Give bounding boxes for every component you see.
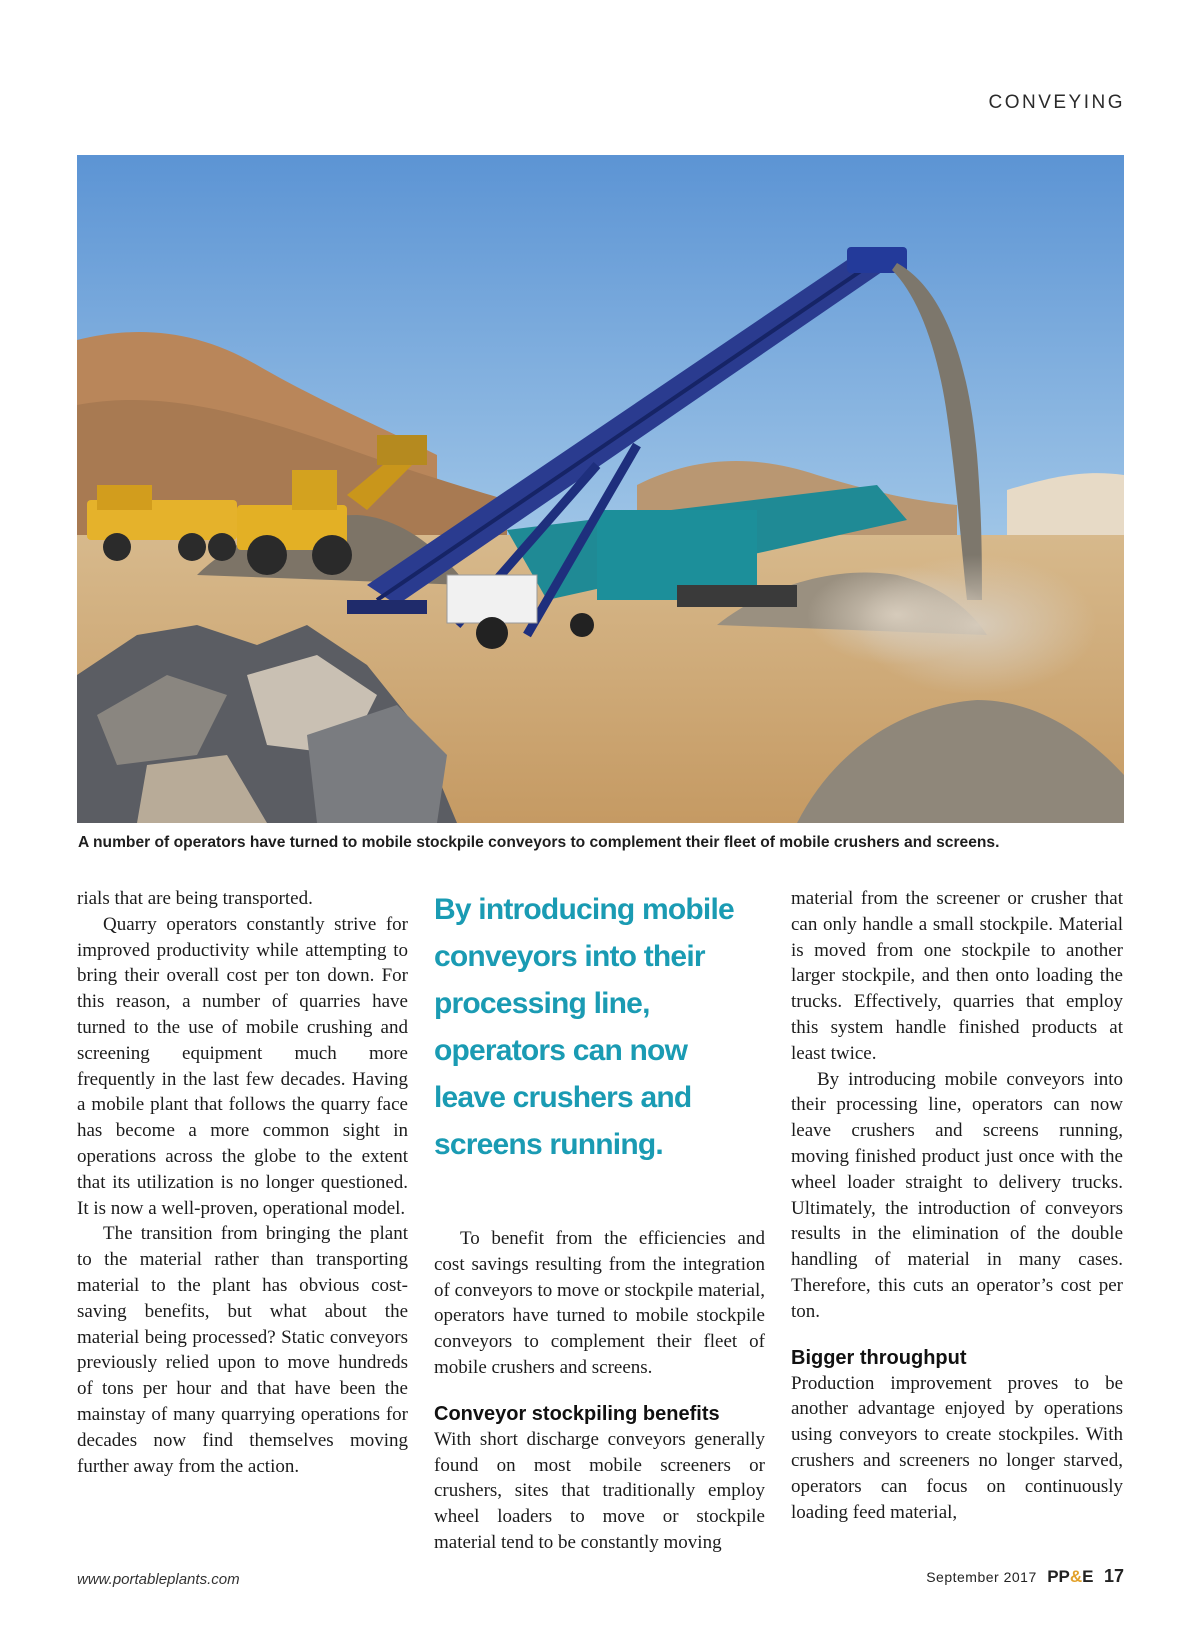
section-label: CONVEYING bbox=[988, 92, 1125, 113]
paragraph: Quarry operators constantly strive for improved productivity while attempting to bring their overall cost per ton down. For this reason, a number of quarries have turned to the use of mobile crushing and screening equipment much more frequently in the last few decades. Having a mobile plant that follows the quarry face has become a more common sight in operations across the globe to the extent that its utilization is no longer questioned. It is now a well-proven, operational model. bbox=[77, 913, 408, 1219]
paragraph: The transition from bringing the plant to the material rather than transporting material to the plant has obvious cost-saving benefits, but what about the material being processed? Static conveyors previously relied upon to move hundreds of tons per hour and that have been the mainstay of many quarrying operations for decades now find themselves moving further away from the action. bbox=[77, 1223, 408, 1477]
publication-logo bbox=[1047, 1567, 1093, 1586]
footer-info bbox=[926, 1566, 1124, 1587]
text-column-3 bbox=[791, 886, 1123, 1525]
page-number: 17 bbox=[1103, 1566, 1124, 1586]
subheading: Conveyor stockpiling benefits bbox=[434, 1402, 720, 1425]
feature-photo bbox=[77, 155, 1124, 823]
pull-quote: By introducing mobile conveyors into their processing line, operators can now leave crushers and screens running. bbox=[434, 893, 734, 1161]
paragraph: To benefit from the efficiencies and cost savings resulting from the integration of conveyors to move or stockpile material, operators have turned to mobile stockpile conveyors to complement their fleet of mobile crushers and screens. bbox=[434, 1228, 765, 1378]
footer-website: www.portableplants.com bbox=[77, 1571, 240, 1588]
subheading: Bigger throughput bbox=[791, 1346, 967, 1369]
paragraph: rials that are being transported. bbox=[77, 888, 313, 909]
pub-part-a: PP bbox=[1047, 1567, 1070, 1586]
pub-part-b: E bbox=[1082, 1567, 1094, 1586]
text-column-2 bbox=[434, 886, 765, 1556]
paragraph: By introducing mobile conveyors into their processing line, operators can now leave crushers and screens running, moving finished product just once with the wheel loader straight to delivery trucks. Ultimately, the introduction of conveyors results in the elimination of the double handling of material in many cases. Therefore, this cuts an operator’s cost per ton. bbox=[791, 1068, 1123, 1322]
issue-date: September 2017 bbox=[926, 1569, 1037, 1585]
paragraph: Production improvement proves to be another advantage enjoyed by operations using conveyors to create stockpiles. With crushers and screeners no longer starved, operators can focus on continuously loading feed material, bbox=[791, 1372, 1123, 1523]
quarry-conveyor-image bbox=[77, 155, 1124, 823]
pub-ampersand: & bbox=[1069, 1567, 1083, 1586]
paragraph: With short discharge conveyors generally found on most mobile screeners or crushers, sites that traditionally employ wheel loaders to move or stockpile material tend to be constantly moving bbox=[434, 1428, 765, 1553]
paragraph: material from the screener or crusher that can only handle a small stockpile. Material is moved from one stockpile to another larger stockpile, and then onto loading the trucks. Effectively, quarries that employ this system handle finished products at least twice. bbox=[791, 888, 1123, 1064]
text-column-1 bbox=[77, 886, 408, 1479]
figure-caption: A number of operators have turned to mobile stockpile conveyors to complement their fleet of mobile crushers and screens. bbox=[78, 834, 1000, 851]
